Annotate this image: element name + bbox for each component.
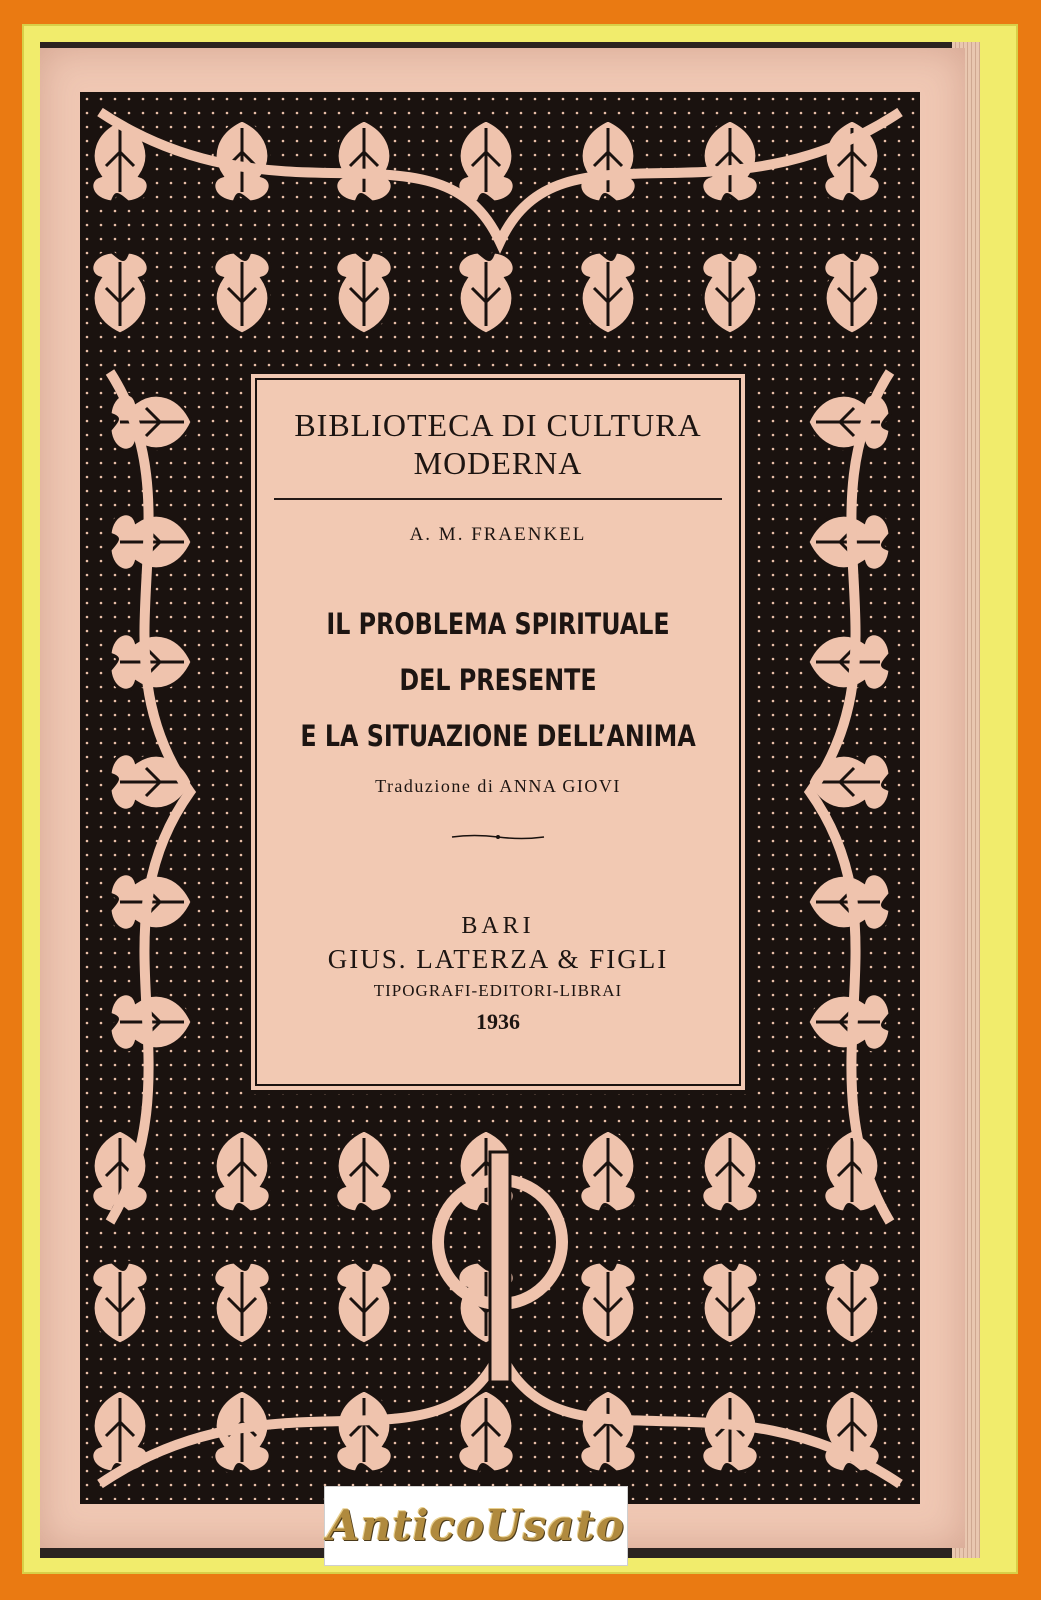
divider-rule — [274, 498, 722, 500]
author-name: A. M. FRAENKEL — [409, 524, 587, 545]
publisher-name: GIUS. LATERZA & FIGLI — [327, 944, 669, 974]
book-photo — [40, 42, 980, 1558]
series-title — [257, 406, 739, 482]
publisher-city: BARI — [461, 913, 535, 939]
translator-credit: Traduzione di ANNA GIOVI — [375, 776, 621, 796]
publisher-subtitle: TIPOGRAFI-EDITORI-LIBRAI — [373, 981, 623, 1000]
series-title-line: MODERNA — [413, 445, 583, 481]
book-title — [300, 596, 695, 764]
flourish-ornament — [450, 833, 546, 841]
book-title-line: IL PROBLEMA SPIRITUALE — [326, 607, 670, 641]
antico-usato-logo — [324, 1486, 628, 1566]
series-title-line: BIBLIOTECA DI CULTURA — [294, 407, 702, 443]
publication-year: 1936 — [476, 1009, 520, 1034]
monogram-bar — [490, 1152, 510, 1382]
book-cover — [40, 48, 965, 1548]
book-title-line: DEL PRESENTE — [399, 663, 597, 697]
logo-text: AnticoUsato — [327, 1501, 625, 1550]
book-title-line: E LA SITUAZIONE DELL’ANIMA — [300, 719, 696, 753]
title-panel — [255, 378, 741, 1086]
